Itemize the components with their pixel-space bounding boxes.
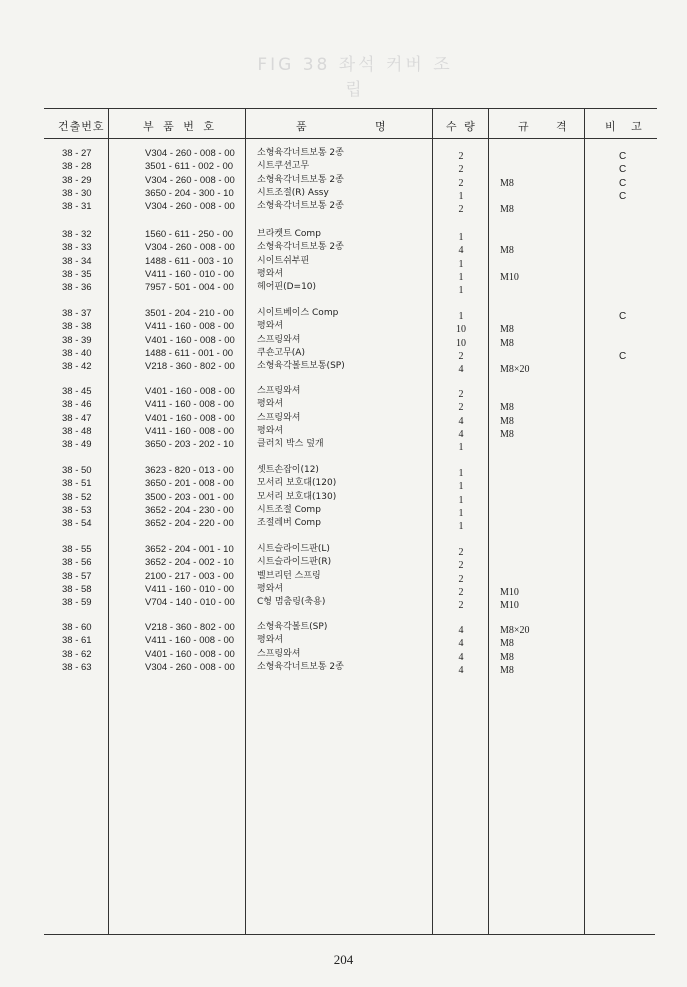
page-number: 204: [333, 952, 354, 967]
part-number: V218 - 360 - 802 - 00: [145, 361, 235, 373]
item-number: 38 - 50: [62, 465, 92, 476]
header-part-name-2: 명: [375, 120, 387, 133]
remark: C: [619, 177, 627, 189]
header-spec-1: 규: [518, 120, 530, 133]
part-name: 시트슬라이드판(L): [257, 544, 330, 554]
part-number: 3652 - 204 - 001 - 10: [145, 544, 234, 555]
item-number: 38 - 53: [62, 504, 92, 516]
quantity: 2: [458, 600, 464, 612]
quantity: 1: [458, 190, 464, 202]
quantity: 1: [458, 232, 464, 243]
part-number: V411 - 160 - 010 - 00: [145, 583, 235, 595]
specification: M8: [500, 651, 514, 663]
quantity: 4: [458, 625, 464, 636]
specification: M8: [500, 337, 514, 349]
header-remarks: 비 고: [605, 120, 648, 133]
part-number: 1560 - 611 - 250 - 00: [145, 229, 234, 240]
quantity: 1: [458, 311, 464, 322]
part-name: 모서리 보호대(120): [257, 478, 337, 489]
specification: M10: [500, 271, 519, 283]
remark: C: [619, 151, 627, 162]
item-number: 38 - 34: [62, 255, 92, 267]
part-number: 1488 - 611 - 003 - 10: [145, 255, 234, 267]
item-number: 38 - 37: [62, 308, 92, 319]
part-name: 조절레버 Comp: [257, 518, 321, 529]
item-number: 38 - 45: [62, 386, 92, 397]
part-name: 시트쿠션고무: [257, 161, 310, 172]
quantity: 4: [458, 664, 464, 676]
quantity: 4: [458, 428, 464, 440]
part-number: 3650 - 201 - 008 - 00: [145, 478, 234, 490]
header-part-name-1: 품: [296, 120, 308, 133]
quantity: 2: [458, 402, 464, 414]
part-name: 평와셔: [257, 321, 284, 332]
part-number: 3652 - 204 - 230 - 00: [145, 504, 234, 516]
part-number: 3501 - 204 - 210 - 00: [145, 308, 234, 319]
specification: M8: [500, 638, 514, 650]
remark: C: [619, 350, 627, 362]
specification: M10: [500, 600, 519, 612]
part-number: V401 - 160 - 008 - 00: [145, 648, 235, 660]
header-part-number: 부 품 번 호: [143, 120, 217, 133]
part-number: V411 - 160 - 010 - 00: [145, 268, 235, 280]
part-number: V411 - 160 - 008 - 00: [145, 425, 235, 437]
part-number: V411 - 160 - 008 - 00: [145, 635, 235, 647]
quantity: 2: [458, 560, 464, 572]
column-divider-2: [245, 108, 246, 934]
part-name: 헤어핀(D=10): [257, 282, 317, 293]
quantity: 4: [458, 364, 464, 376]
part-name: 스프링와셔: [257, 648, 301, 659]
quantity: 2: [458, 547, 464, 558]
part-name: 셋트손잡이(12): [257, 465, 319, 475]
item-number: 38 - 56: [62, 557, 92, 569]
part-name: 시트조절(R) Assy: [257, 187, 329, 198]
table-top-rule: [44, 108, 657, 109]
part-number: 3652 - 204 - 002 - 10: [145, 557, 234, 569]
part-name: 평와셔: [257, 583, 284, 594]
part-name: 시트슬라이드판(R): [257, 557, 332, 568]
quantity: 1: [458, 481, 464, 493]
specification: M10: [500, 586, 519, 598]
specification: M8: [500, 415, 514, 427]
specification: M8: [500, 402, 514, 414]
part-name: 평와셔: [257, 399, 284, 410]
part-name: 소형육각너트보통 2종: [257, 148, 344, 158]
quantity: 1: [458, 442, 464, 454]
column-divider-4: [488, 108, 489, 934]
column-divider-1: [108, 108, 109, 934]
part-number: V304 - 260 - 008 - 00: [145, 201, 235, 213]
part-number: V411 - 160 - 008 - 00: [145, 321, 235, 333]
specification: M8: [500, 428, 514, 440]
part-number: V401 - 160 - 008 - 00: [145, 334, 235, 346]
part-number: V304 - 260 - 008 - 00: [145, 242, 235, 254]
part-name: 스프링와셔: [257, 334, 301, 345]
part-number: V401 - 160 - 008 - 00: [145, 412, 235, 424]
item-number: 38 - 30: [62, 187, 92, 199]
part-name: 평와셔: [257, 425, 284, 436]
item-number: 38 - 59: [62, 597, 92, 609]
specification: M8×20: [500, 625, 530, 636]
quantity: 4: [458, 245, 464, 257]
specification: M8×20: [500, 364, 530, 376]
quantity: 1: [458, 494, 464, 506]
part-name: 시이트쉬부핀: [257, 255, 310, 266]
quantity: 2: [458, 586, 464, 598]
quantity: 2: [458, 350, 464, 362]
quantity: 1: [458, 271, 464, 283]
item-number: 38 - 32: [62, 229, 92, 240]
header-spec-2: 격: [556, 120, 568, 133]
quantity: 10: [456, 324, 466, 336]
item-number: 38 - 39: [62, 334, 92, 346]
header-item-no: 건출번호: [58, 120, 105, 133]
item-number: 38 - 27: [62, 148, 92, 159]
quantity: 2: [458, 151, 464, 162]
item-number: 38 - 47: [62, 412, 92, 424]
part-name: 스프링와셔: [257, 412, 301, 423]
part-number: 3501 - 611 - 002 - 00: [145, 161, 234, 173]
item-number: 38 - 40: [62, 347, 92, 359]
item-number: 38 - 51: [62, 478, 92, 490]
item-number: 38 - 58: [62, 583, 92, 595]
part-name: 쿠숀고무(A): [257, 347, 305, 358]
part-number: V304 - 260 - 008 - 00: [145, 148, 235, 159]
item-number: 38 - 54: [62, 518, 92, 530]
part-number: V411 - 160 - 008 - 00: [145, 399, 235, 411]
remark: C: [619, 164, 627, 176]
quantity: 2: [458, 164, 464, 176]
part-number: V304 - 260 - 008 - 00: [145, 174, 235, 186]
part-number: V704 - 140 - 010 - 00: [145, 597, 235, 609]
quantity: 1: [458, 507, 464, 519]
part-number: 3650 - 203 - 202 - 10: [145, 439, 234, 451]
part-name: 평와셔: [257, 635, 284, 646]
part-name: 클러치 박스 덮개: [257, 439, 324, 450]
item-number: 38 - 31: [62, 201, 92, 213]
item-number: 38 - 36: [62, 282, 92, 294]
item-number: 38 - 60: [62, 622, 92, 633]
part-name: 소형육각너트보통 2종: [257, 242, 344, 253]
quantity: 1: [458, 521, 464, 533]
quantity: 2: [458, 204, 464, 216]
item-number: 38 - 57: [62, 570, 92, 582]
item-number: 38 - 38: [62, 321, 92, 333]
column-divider-3: [432, 108, 433, 934]
part-name: 모서리 보호대(130): [257, 491, 337, 502]
quantity: 1: [458, 468, 464, 479]
part-number: 2100 - 217 - 003 - 00: [145, 570, 234, 582]
specification: M8: [500, 204, 514, 216]
quantity: 10: [456, 337, 466, 349]
item-number: 38 - 35: [62, 268, 92, 280]
part-number: V401 - 160 - 008 - 00: [145, 386, 235, 397]
part-name: 스프링와셔: [257, 386, 301, 396]
quantity: 2: [458, 177, 464, 189]
part-number: 3652 - 204 - 220 - 00: [145, 518, 234, 530]
item-number: 38 - 52: [62, 491, 92, 503]
item-number: 38 - 61: [62, 635, 92, 647]
part-name: 시트조절 Comp: [257, 504, 321, 515]
item-number: 38 - 46: [62, 399, 92, 411]
specification: M8: [500, 664, 514, 676]
part-number: V304 - 260 - 008 - 00: [145, 661, 235, 673]
item-number: 38 - 28: [62, 161, 92, 173]
item-number: 38 - 42: [62, 361, 92, 373]
item-number: 38 - 55: [62, 544, 92, 555]
part-name: 소형육각볼트(SP): [257, 622, 328, 632]
quantity: 4: [458, 638, 464, 650]
quantity: 2: [458, 389, 464, 400]
column-divider-5: [584, 108, 585, 934]
quantity: 4: [458, 415, 464, 427]
item-number: 38 - 33: [62, 242, 92, 254]
part-name: C형 멈춤링(축용): [257, 597, 326, 608]
specification: M8: [500, 177, 514, 189]
part-number: 3623 - 820 - 013 - 00: [145, 465, 234, 476]
part-name: 소형육각너트보통 2종: [257, 201, 344, 212]
part-name: 브라켓트 Comp: [257, 229, 321, 239]
remark: C: [619, 190, 627, 202]
item-number: 38 - 49: [62, 439, 92, 451]
item-number: 38 - 48: [62, 425, 92, 437]
part-number: V218 - 360 - 802 - 00: [145, 622, 235, 633]
faint-bleed-through-title: FIG 38 좌석 커버 조립: [257, 55, 453, 100]
item-number: 38 - 29: [62, 174, 92, 186]
item-number: 38 - 63: [62, 661, 92, 673]
table-bottom-rule: [44, 934, 655, 935]
part-number: 1488 - 611 - 001 - 00: [145, 347, 234, 359]
part-name: 평와셔: [257, 268, 284, 279]
part-name: 소형육각너트보통 2종: [257, 661, 344, 672]
part-name: 시이트베이스 Comp: [257, 308, 339, 318]
remark: C: [619, 311, 627, 322]
part-number: 3500 - 203 - 001 - 00: [145, 491, 234, 503]
quantity: 2: [458, 573, 464, 585]
specification: M8: [500, 245, 514, 257]
part-name: 벨브리턴 스프링: [257, 570, 321, 581]
item-number: 38 - 62: [62, 648, 92, 660]
quantity: 1: [458, 258, 464, 270]
specification: M8: [500, 324, 514, 336]
quantity: 1: [458, 285, 464, 297]
table-header-rule: [44, 138, 657, 139]
part-name: 소형육각너트보통 2종: [257, 174, 344, 185]
quantity: 4: [458, 651, 464, 663]
part-number: 3650 - 204 - 300 - 10: [145, 187, 234, 199]
part-name: 소형육각볼트보통(SP): [257, 361, 345, 372]
header-quantity: 수 량: [446, 120, 477, 133]
part-number: 7957 - 501 - 004 - 00: [145, 282, 234, 294]
